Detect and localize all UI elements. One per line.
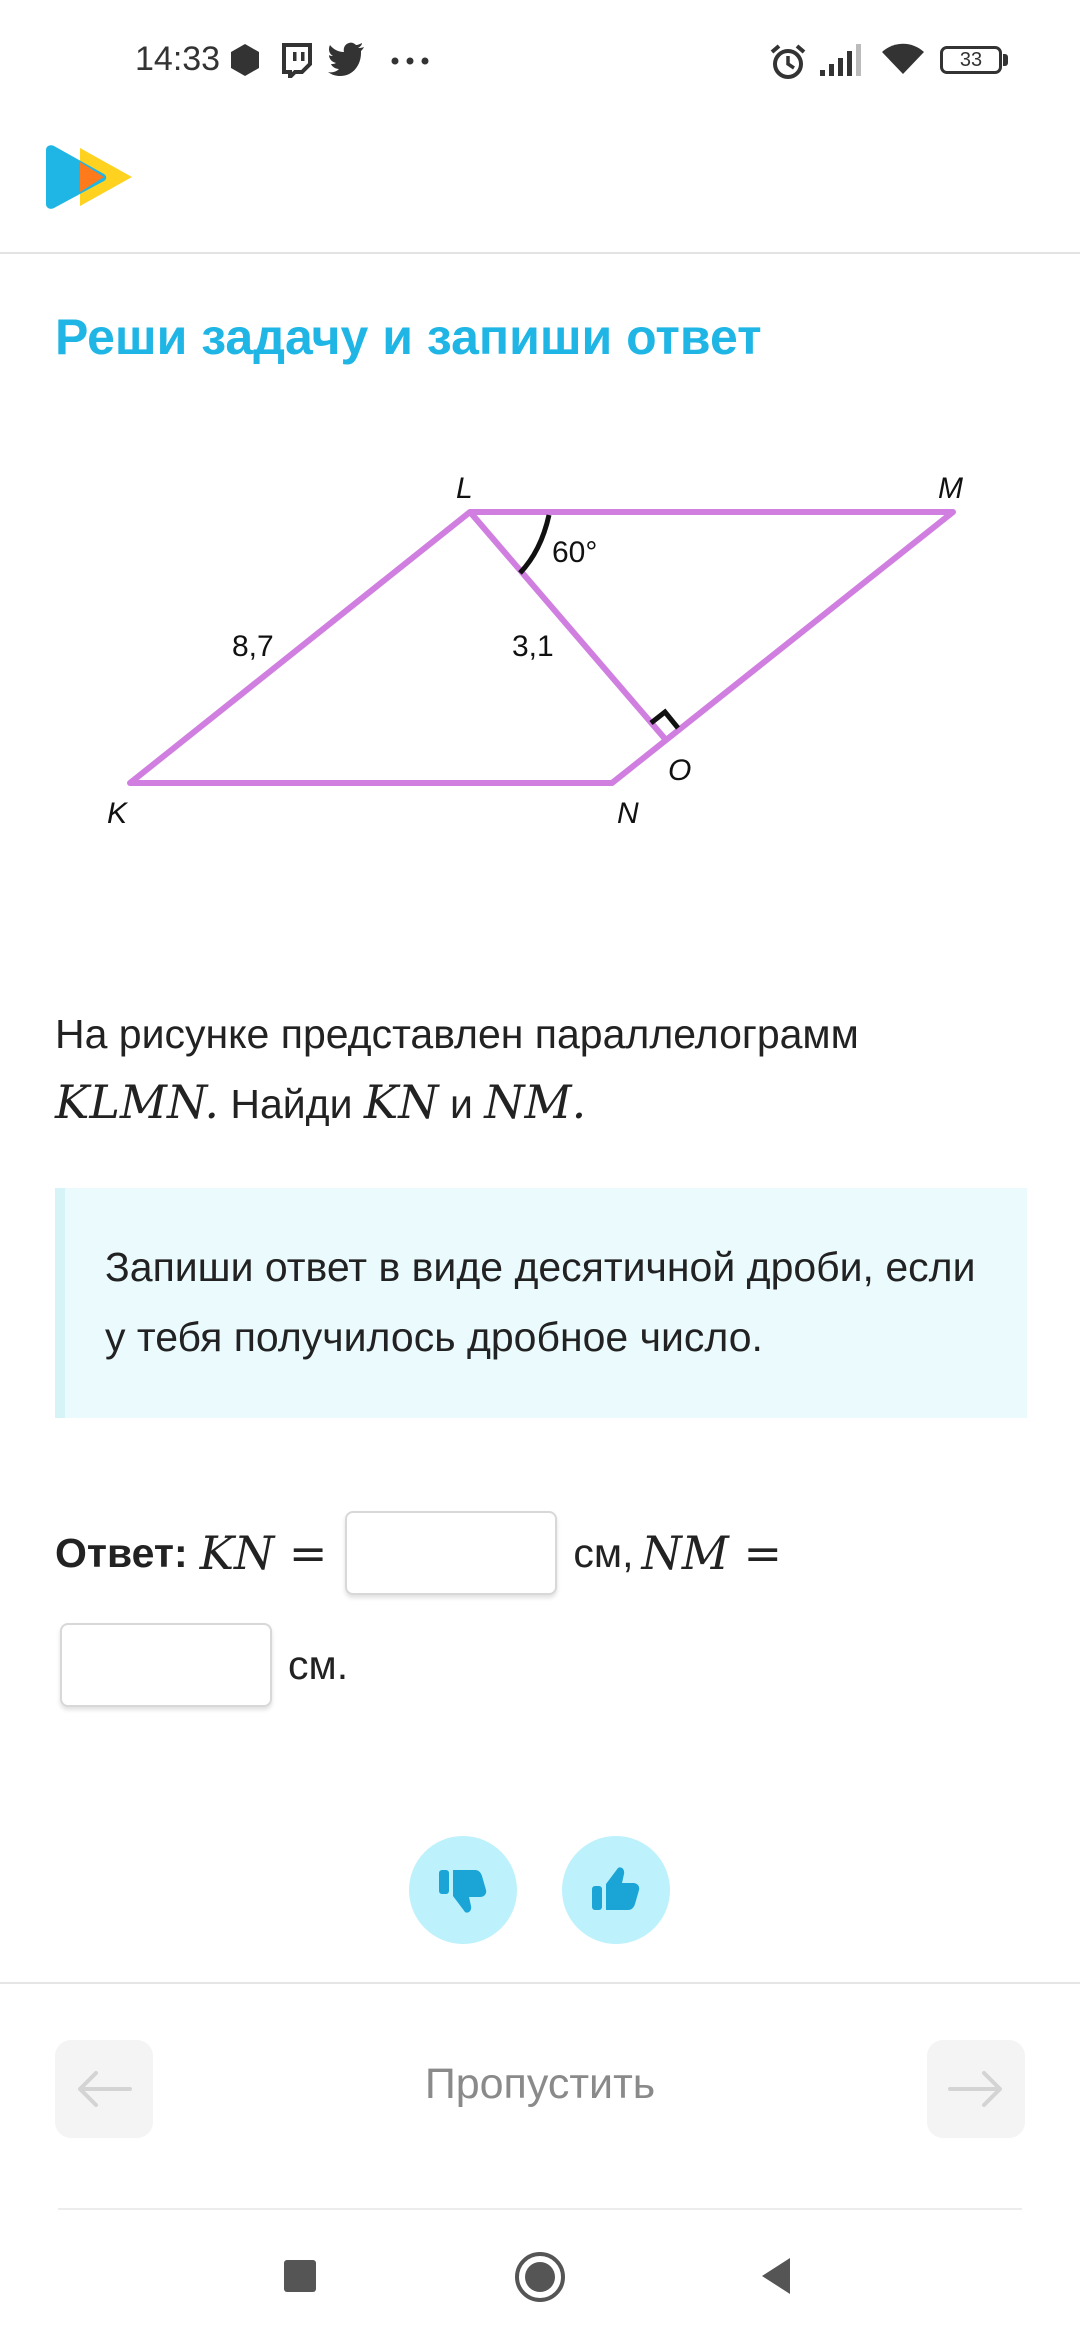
problem-statement <box>55 1000 1035 1138</box>
battery-icon <box>940 46 1002 74</box>
status-bar <box>0 0 1080 124</box>
problem-and: и <box>449 1081 473 1127</box>
hint-box <box>55 1188 1027 1418</box>
problem-seg1: KN <box>363 1075 439 1129</box>
answer-line-1 <box>55 1508 1055 1598</box>
back-triangle-icon[interactable] <box>758 2256 794 2296</box>
label-angle: 60° <box>552 536 598 569</box>
system-nav-separator <box>58 2208 1022 2210</box>
answer-var-nm: NM = <box>641 1526 783 1580</box>
answer-var-kn: KN = <box>199 1526 328 1580</box>
alarm-icon <box>768 42 808 82</box>
answer-unit-2: см. <box>288 1641 349 1688</box>
next-button[interactable] <box>927 2040 1025 2138</box>
problem-seg2: NM. <box>484 1075 587 1129</box>
angle-arc <box>520 515 549 573</box>
prev-button[interactable] <box>55 2040 153 2138</box>
wifi-icon <box>880 42 926 78</box>
label-l: L <box>456 472 473 505</box>
home-circle-icon[interactable] <box>513 2250 567 2304</box>
recents-square-icon[interactable] <box>282 2258 318 2294</box>
problem-text-1: На рисунке представлен параллелограмм <box>55 1011 859 1057</box>
signal-icon <box>818 42 864 78</box>
answer-nm-input[interactable] <box>60 1623 272 1707</box>
bottom-separator <box>0 1982 1080 1984</box>
problem-shape: KLMN. <box>55 1075 219 1129</box>
label-n: N <box>617 797 639 830</box>
app-logo-icon[interactable] <box>42 144 134 210</box>
arrow-right-icon <box>946 2069 1006 2109</box>
battery-tip <box>1003 54 1008 66</box>
dislike-button[interactable] <box>409 1836 517 1944</box>
answer-line-2 <box>60 1620 1060 1710</box>
status-time: 14:33 <box>135 40 221 78</box>
battery-level: 33 <box>959 48 983 71</box>
app-header <box>0 124 1080 254</box>
task-title: Реши задачу и запиши ответ <box>55 309 762 365</box>
more-dots-icon <box>390 56 430 66</box>
problem-text-2: Найди <box>230 1081 353 1127</box>
label-segment-lo: 3,1 <box>512 630 554 663</box>
label-k: K <box>107 797 128 830</box>
twitch-icon <box>278 42 314 78</box>
hexagon-icon <box>228 42 262 78</box>
answer-label: Ответ: <box>55 1529 188 1576</box>
thumbs-up-icon <box>588 1862 644 1918</box>
skip-button[interactable]: Пропустить <box>424 2060 656 2108</box>
parallelogram-figure <box>0 440 1080 860</box>
label-side-kl: 8,7 <box>232 630 274 663</box>
answer-kn-input[interactable] <box>345 1511 557 1595</box>
system-nav-bar <box>0 2212 1080 2340</box>
answer-unit-1: см, <box>573 1529 634 1576</box>
hint-text: Запиши ответ в виде десятичной дроби, если у тебя получилось дробное число. <box>105 1244 976 1360</box>
arrow-left-icon <box>74 2069 134 2109</box>
twitter-icon <box>328 42 366 76</box>
like-button[interactable] <box>562 1836 670 1944</box>
label-o: O <box>668 754 692 787</box>
hint-accent-bar <box>55 1188 65 1418</box>
label-m: M <box>938 472 963 505</box>
thumbs-down-icon <box>435 1862 491 1918</box>
